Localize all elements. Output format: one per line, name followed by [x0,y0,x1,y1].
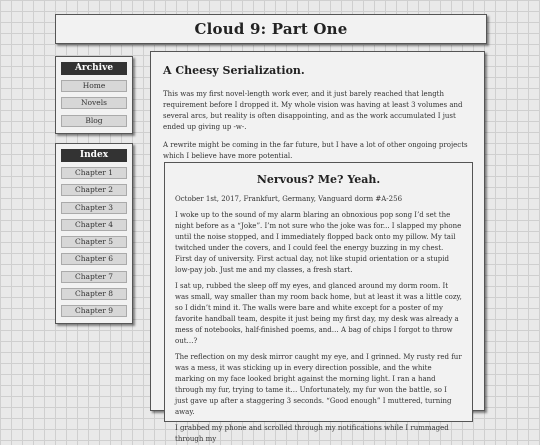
nav-blog-link[interactable]: Blog [61,115,127,127]
chapter-2-link[interactable]: Chapter 2 [61,184,127,196]
chapter-8-link[interactable]: Chapter 8 [61,288,127,300]
intro-paragraph: A rewrite might be coming in the far future, but I have a lot of other ongoing projects which I believe have more potential. [163,141,468,160]
archive-nav [55,56,133,134]
chapter-4-link[interactable]: Chapter 4 [61,219,127,231]
main-title: A Cheesy Serialization. [163,64,305,77]
index-nav [55,143,133,324]
site-header [55,14,487,44]
chapter-paragraph: I grabbed my phone and scrolled through my notifications while I rummaged through my [175,424,449,443]
chapter-9-link[interactable]: Chapter 9 [61,305,127,317]
chapter-paragraph: I sat up, rubbed the sleep off my eyes, and glanced around my dorm room. It was small, way smaller than my room back home, but at least it was a little cozy, so I didn’t mind it. The walls were bare and white except for a poster of my favorite handball team, despite it just being my first day, my desk was already a mess of notebooks, half-finished poems, and… A bag of chips I forgot to throw out…? [175,282,462,345]
chapter-1-link[interactable]: Chapter 1 [61,167,127,179]
nav-home-link[interactable]: Home [61,80,127,92]
chapter-7-link[interactable]: Chapter 7 [61,271,127,283]
archive-nav-title: Archive [61,62,127,75]
chapter-title: Nervous? Me? Yeah. [256,173,381,186]
main-content [150,51,485,443]
chapter-5-link[interactable]: Chapter 5 [61,236,127,248]
site-title: Cloud 9: Part One [194,20,348,38]
chapter-3-link[interactable]: Chapter 3 [61,202,127,214]
chapter-paragraph: I woke up to the sound of my alarm blaring an obnoxious pop song I’d set the night before as a “Joke”. I’m not sure who the joke was for... I slapped my phone until the noise stopped, and I immediately flopped back onto my pillow. My tail twitched under the covers, and I could feel the energy buzzing in my chest. First day of university. First actual day, not like stupid orientation or a stupid low-pay job. Just me and my classes, a fresh start. [175,211,462,274]
chapter-panel [164,162,473,443]
nav-novels-link[interactable]: Novels [61,97,127,109]
index-nav-title: Index [61,149,127,162]
chapter-6-link[interactable]: Chapter 6 [61,253,127,265]
chapter-paragraph: The reflection on my desk mirror caught my eye, and I grinned. My rusty red fur was a mess, it was sticking up in every direction possible, and the white marking on my face looked bright against the morning light. I ran a hand through my fur, trying to tame it… Unfortunately, my fur won the battle, so I just gave up after a staggering 3 seconds. “Good enough” I muttered, turning away. [175,353,462,416]
chapter-dateline: October 1st, 2017, Frankfurt, Germany, Vanguard dorm #A-256 [175,195,403,203]
intro-paragraph: This was my first novel-length work ever, and it just barely reached that length requirement before I dropped it. My whole vision was having at least 3 volumes and several arcs, but reality is often disappointing, and as the work accumulated I just ended up giving up -w-. [163,90,463,131]
